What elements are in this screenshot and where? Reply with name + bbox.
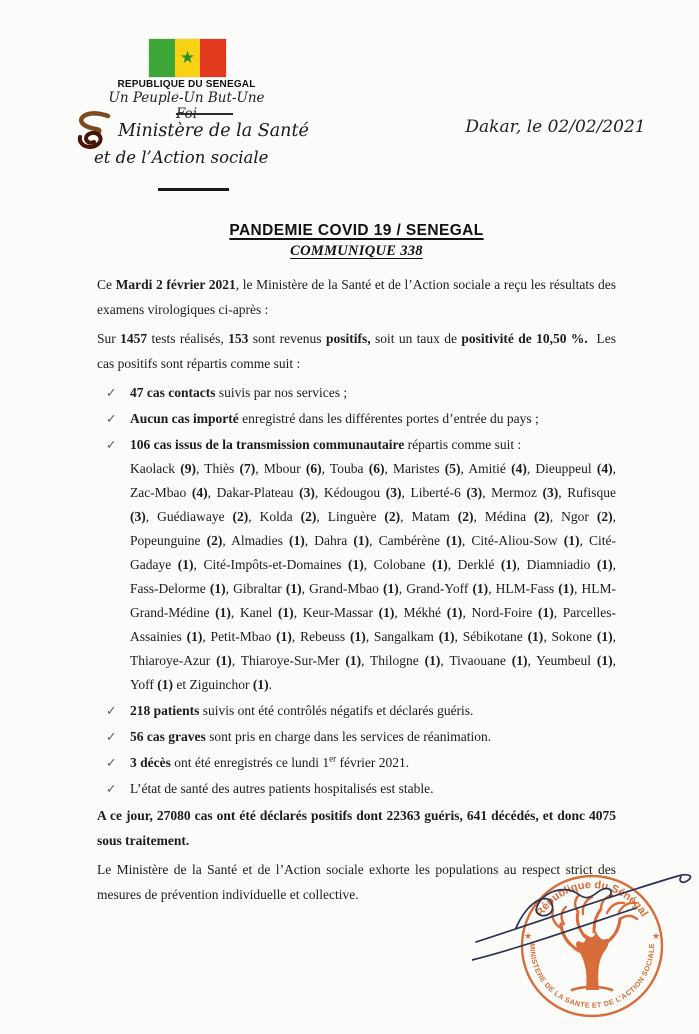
flag-red-band	[200, 39, 226, 77]
results-paragraph: Sur 1457 tests réalisés, 153 sont revenus positifs, soit un taux de positivité de 10,50 %. Les cas positifs sont répartis comme suit :	[97, 331, 616, 371]
header-divider-thick	[158, 188, 229, 191]
ministry-name-line1: Ministère de la Santé	[118, 121, 309, 141]
bullet-text: Aucun cas importé enregistré dans les différentes portes d’entrée du pays ;	[130, 411, 539, 426]
check-icon: ✓	[106, 703, 117, 718]
check-icon: ✓	[106, 755, 117, 770]
senegal-flag	[148, 38, 227, 78]
bullet-text: 47 cas contacts suivis par nos services ;	[130, 385, 348, 400]
check-icon: ✓	[106, 781, 117, 796]
community-case-list: Kaolack (9), Thiès (7), Mbour (6), Touba (6), Maristes (5), Amitié (4), Dieuppeul (4), Zac-Mbao (4), Dakar-Plateau (3), Kédougou (3), Liberté-6 (3), Mermoz (3), Rufisque (3), Guédiawaye (2), Kolda (2), Linguère (2), Matam (2), Médina (2), Ngor (2), Popeunguine (2), Almadies (1), Dahra (1), Cambérène (1), Cité-Aliou-Sow (1), Cité-Gadaye (1), Cité-Impôts-et-Domaines (1), Colobane (1), Derklé (1), Diamniadio (1), Fass-Delorme (1), Gibraltar (1), Grand-Mbao (1), Grand-Yoff (1), HLM-Fass (1), HLM-Grand-Médine (1), Kanel (1), Keur-Massar (1), Mékhé (1), Nord-Foire (1), Parcelles-Assainies (1), Petit-Mbao (1), Rebeuss (1), Sangalkam (1), Sébikotane (1), Sokone (1), Thiaroye-Azur (1), Thiaroye-Sur-Mer (1), Thilogne (1), Tivaouane (1), Yeumbeul (1), Yoff (1) et Ziguinchor (1).	[130, 461, 617, 692]
ministry-name-line2: et de l’Action sociale	[94, 148, 269, 167]
stamp-star-left-icon: ★	[523, 931, 533, 941]
bullet-item	[97, 432, 616, 697]
bullet-text: 3 décès ont été enregistrés ce lundi 1er février 2021.	[130, 753, 410, 770]
bullet-text: 106 cas issus de la transmission communautaire répartis comme suit :	[130, 437, 522, 452]
signature	[472, 864, 699, 964]
cumulative-summary: A ce jour, 27080 cas ont été déclarés positifs dont 22363 guéris, 641 décédés, et donc 4075 sous traitement.	[97, 808, 616, 848]
flag-green-band	[149, 39, 175, 77]
bullet-text: 218 patients suivis ont été contrôlés négatifs et déclarés guéris.	[130, 703, 474, 718]
bullet-item	[97, 776, 616, 801]
document-title: PANDEMIE COVID 19 / SENEGAL	[229, 222, 484, 239]
flag-yellow-band	[175, 39, 201, 77]
intro-paragraph: Ce Mardi 2 février 2021, le Ministère de la Santé et de l’Action sociale a reçu les résultats des examens virologiques ci-après :	[97, 277, 616, 317]
bullet-text: 56 cas graves sont pris en charge dans les services de réanimation.	[130, 729, 492, 744]
bullet-item	[97, 380, 616, 405]
bullet-list	[97, 380, 616, 801]
stamp-top-text: République du Sénégal	[534, 879, 651, 919]
republic-title: REPUBLIQUE DU SENEGAL	[117, 79, 256, 90]
check-icon: ✓	[106, 385, 117, 400]
header-divider-small	[176, 113, 233, 115]
flag-star-icon: ★	[179, 47, 196, 68]
bullet-item	[97, 406, 616, 431]
national-motto: Un Peuple-Un But-Une Foi	[108, 90, 265, 122]
bullet-text: L’état de santé des autres patients hospitalisés est stable.	[130, 781, 434, 796]
bullet-item	[97, 724, 616, 749]
place-and-date: Dakar, le 02/02/2021	[465, 117, 646, 137]
stamp-bottom-text: MINISTERE DE LA SANTE ET DE L’ACTION SOCIALE	[527, 943, 657, 1010]
bullet-item	[97, 750, 616, 775]
bullet-item	[97, 698, 616, 723]
check-icon: ✓	[106, 729, 117, 744]
closing-paragraph: Le Ministère de la Santé et de l’Action sociale exhorte les populations au respect strict des mesures de prévention individuelle et collective.	[97, 862, 616, 902]
stamp-star-right-icon: ★	[651, 931, 661, 941]
communique-number: COMMUNIQUE 338	[290, 243, 423, 259]
check-icon: ✓	[106, 411, 117, 426]
check-icon: ✓	[106, 437, 117, 452]
communique-body	[97, 222, 616, 911]
